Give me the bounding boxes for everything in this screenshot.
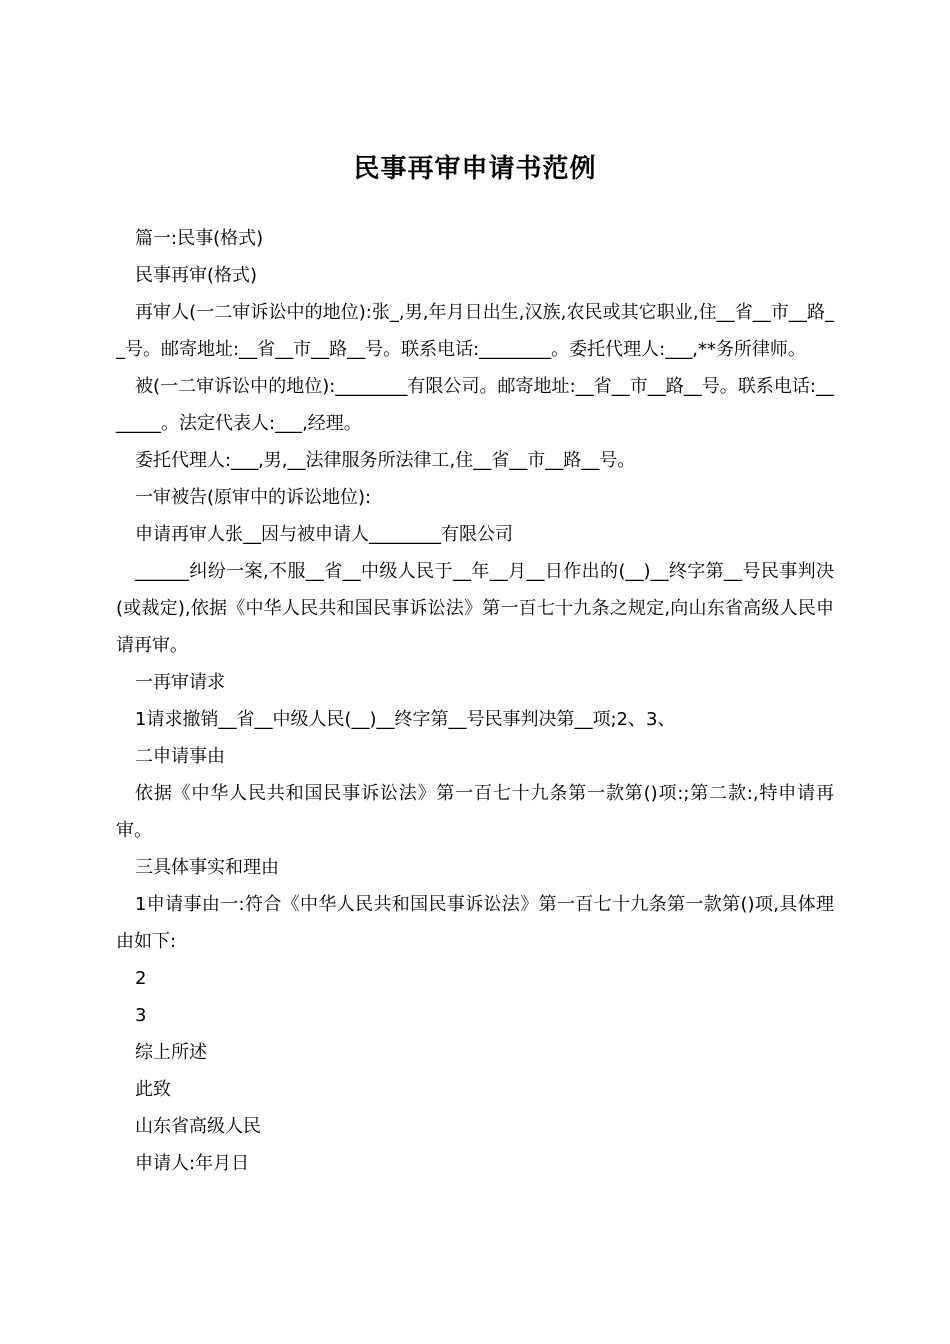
document-title: 民事再审申请书范例 (353, 154, 597, 185)
paragraph-part-heading: 篇一:民事(格式) (135, 228, 264, 249)
paragraph-request-items: 1请求撤销__省__中级人民(__)__终字第__号民事判决第__项;2、3、 (135, 709, 676, 730)
paragraph-application-intro: 申请再审人张__因与被申请人________有限公司 (135, 524, 513, 545)
paragraph-signature-date: 申请人:年月日 (135, 1153, 250, 1174)
paragraph-salutation: 此致 (135, 1079, 171, 1100)
section-heading-grounds: 二申请事由 (135, 746, 225, 767)
section-heading-requests: 一再审请求 (135, 672, 225, 693)
paragraph-case-statement: ______纠纷一案,不服__省__中级人民于__年__月__日作出的(__)__终字第__号民事判决(或裁定),依据《中华人民共和国民事诉讼法》第一百七十九条之规定,向山东省高级人民申请再审。 (116, 561, 834, 656)
paragraph-court-addressee: 山东省高级人民 (135, 1116, 261, 1137)
paragraph-first-instance-defendant: 一审被告(原审中的诉讼地位): (135, 487, 372, 508)
section-heading-facts: 三具体事实和理由 (135, 857, 279, 878)
document-body (116, 220, 834, 1182)
paragraph-fact-1: 1申请事由一:符合《中华人民共和国民事诉讼法》第一百七十九条第一款第()项,具体理由如下: (116, 894, 834, 952)
paragraph-agent-info: 委托代理人:___,男,__法律服务所法律工,住__省__市__路__号。 (135, 450, 636, 471)
paragraph-respondent-info: 被(一二审诉讼中的地位):________有限公司。邮寄地址:__省__市__路__号。联系电话:_______。法定代表人:___,经理。 (116, 376, 834, 434)
paragraph-fact-2: 2 (135, 968, 147, 989)
paragraph-form-title: 民事再审(格式) (135, 265, 258, 286)
paragraph-applicant-info: 再审人(一二审诉讼中的地位):张_,男,年月日出生,汉族,农民或其它职业,住__省__市__路__号。邮寄地址:__省__市__路__号。联系电话:________。委托代理人:___,**务所律师。 (116, 302, 834, 360)
paragraph-grounds: 依据《中华人民共和国民事诉讼法》第一百七十九条第一款第()项:;第二款:,特申请再审。 (116, 783, 834, 841)
paragraph-conclusion: 综上所述 (135, 1042, 207, 1063)
paragraph-fact-3: 3 (135, 1005, 147, 1026)
